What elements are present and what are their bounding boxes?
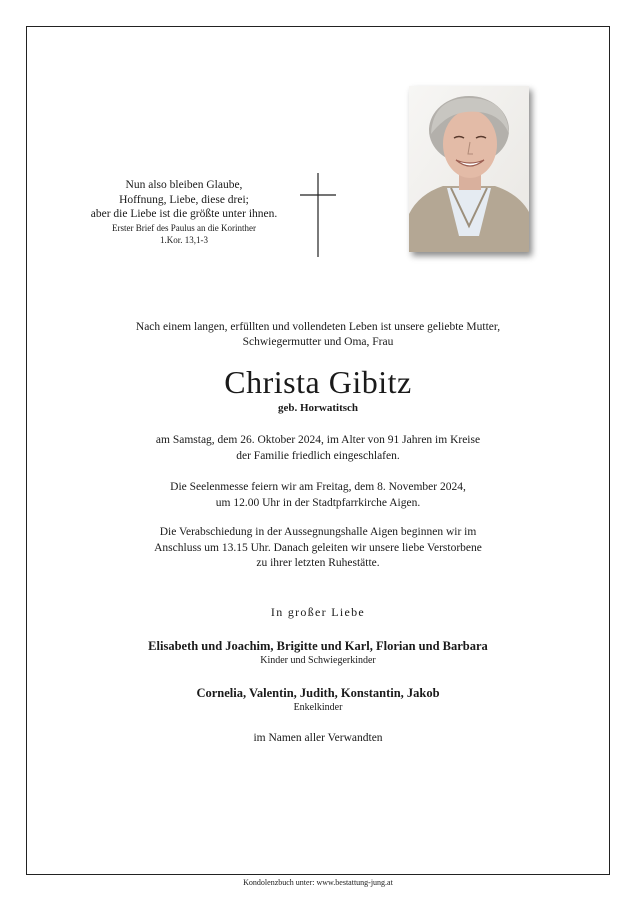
cross-icon [298, 173, 338, 257]
family-relation: Kinder und Schwiegerkinder [260, 655, 376, 666]
paragraph-line: zu ihrer letzten Ruhestätte. [256, 557, 380, 569]
portrait-photo [409, 86, 529, 252]
paragraph-line: Die Verabschiedung in der Aussegnungshalle Aigen beginnen wir im [159, 526, 477, 538]
family-relation: Enkelkinder [293, 702, 343, 713]
paragraph-line: der Familie friedlich eingeschlafen. [236, 449, 400, 462]
death-paragraph [60, 433, 576, 464]
family-group-children [40, 638, 596, 667]
family-group-grandchildren [40, 685, 596, 714]
paragraph-line: am Samstag, dem 26. Oktober 2024, im Alter von 91 Jahren im Kreise [155, 434, 481, 446]
condolence-footer: Kondolenzbuch unter: www.bestattung-jung.at [243, 878, 393, 887]
quote-reference: 1.Kor. 13,1-3 [160, 234, 208, 245]
family-names: Cornelia, Valentin, Judith, Konstantin, Jakob [196, 686, 440, 700]
mass-paragraph [60, 480, 576, 511]
bible-quote [84, 178, 284, 246]
intro-line: Nach einem langen, erfüllten und vollendeten Leben ist unsere geliebte Mutter, [135, 321, 501, 333]
closing-phrase: In großer Liebe [270, 605, 366, 619]
intro-line: Schwiegermutter und Oma, Frau [242, 336, 394, 348]
intro-text [60, 320, 576, 350]
quote-source: Erster Brief des Paulus an die Korinther [112, 222, 256, 233]
quote-line: Hoffnung, Liebe, diese drei; [119, 193, 249, 206]
family-names: Elisabeth und Joachim, Brigitte und Karl, Florian und Barbara [148, 639, 488, 653]
paragraph-line: um 12.00 Uhr in der Stadtpfarrkirche Aigen. [215, 496, 421, 509]
paragraph-line: Anschluss um 13.15 Uhr. Danach geleiten wir unsere liebe Verstorbene [154, 541, 482, 554]
birth-name: geb. Horwatitsch [277, 402, 359, 414]
deceased-name: Christa Gibitz [224, 364, 412, 400]
farewell-paragraph [60, 525, 576, 572]
quote-line: aber die Liebe ist die größte unter ihnen. [90, 208, 278, 220]
quote-line: Nun also bleiben Glaube, [125, 179, 243, 191]
relatives-line: im Namen aller Verwandten [253, 732, 383, 744]
paragraph-line: Die Seelenmesse feiern wir am Freitag, dem 8. November 2024, [170, 481, 466, 493]
